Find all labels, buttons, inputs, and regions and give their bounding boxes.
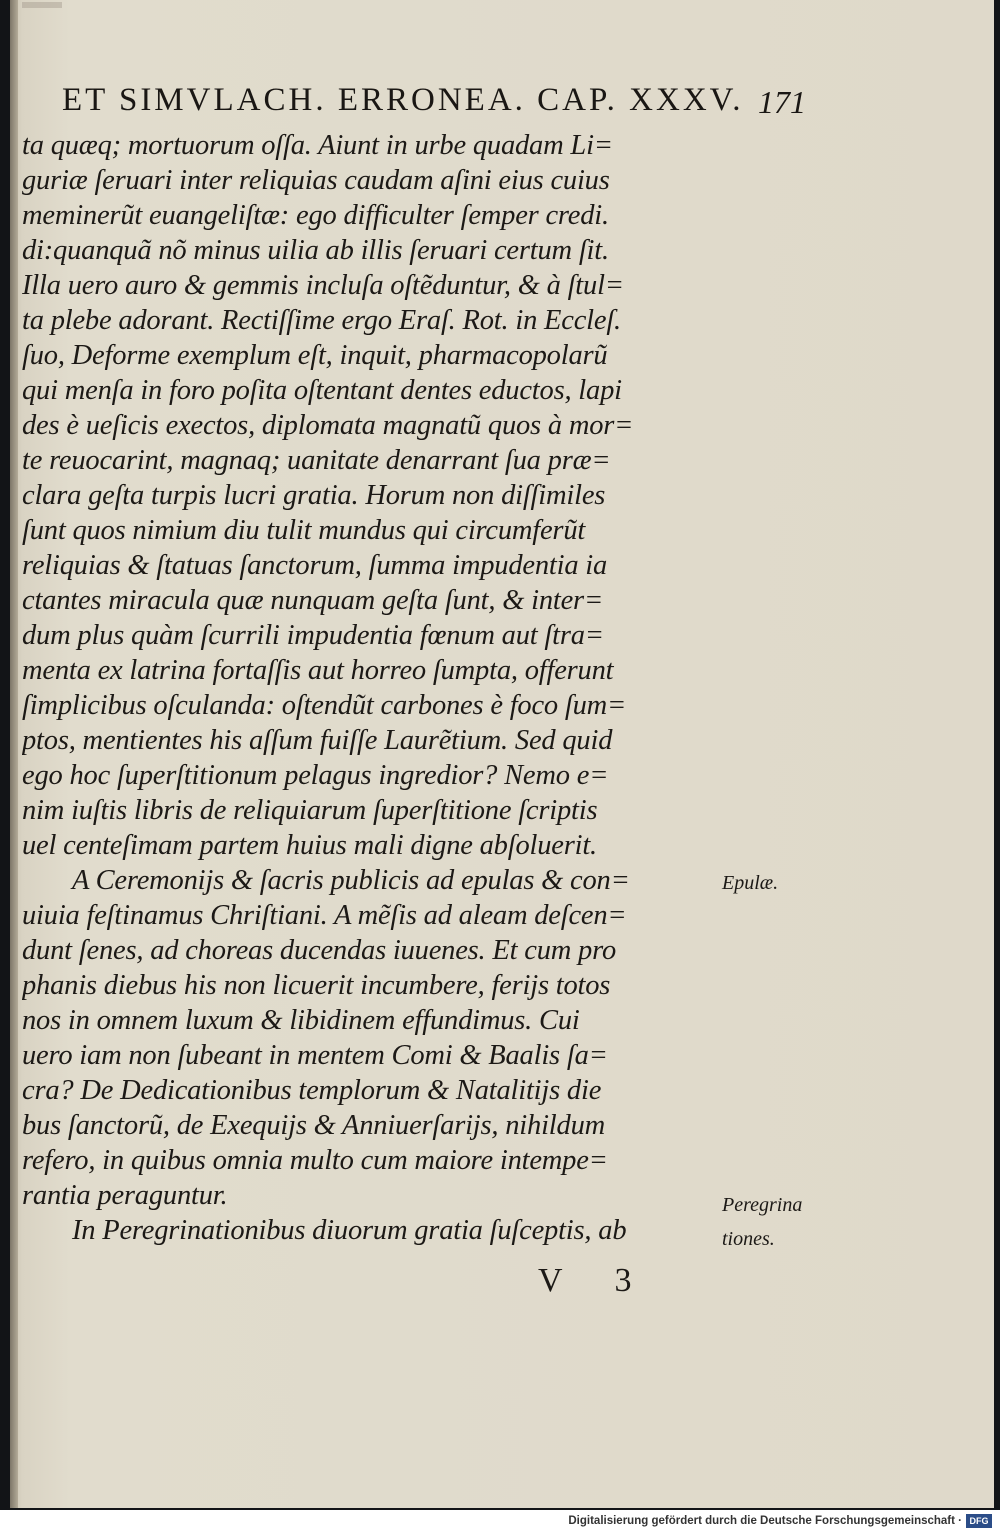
funding-note: Digitalisierung gefördert durch die Deutsche Forschungsgemeinschaft · <box>568 1515 962 1527</box>
marginal-note-peregrina: Peregrina <box>722 1194 803 1216</box>
text-line: clara geſta turpis lucri gratia. Horum non diſſimiles <box>22 480 606 511</box>
text-line: rantia peraguntur. <box>22 1180 228 1211</box>
text-line: A Ceremonijs & ſacris publicis ad epulas & con= <box>72 865 630 896</box>
text-line: des è ueſicis exectos, diplomata magnatũ quos à mor= <box>22 410 634 441</box>
page-gutter-edge <box>10 0 18 1508</box>
signature-mark: V 3 <box>538 1262 654 1299</box>
running-head: ET SIMVLACH. ERRONEA. CAP. XXXV. <box>62 82 744 118</box>
text-line: menta ex latrina fortaſſis aut horreo ſumpta, offerunt <box>22 655 614 686</box>
folio-number: 171 <box>758 84 806 120</box>
text-line: uel centeſimam partem huius mali digne abſoluerit. <box>22 830 597 861</box>
marginal-note-tiones: tiones. <box>722 1228 775 1250</box>
text-line: guriæ ſeruari inter reliquias caudam aſini eius cuius <box>22 165 610 196</box>
text-line: ta plebe adorant. Rectiſſime ergo Eraſ. Rot. in Eccleſ. <box>22 305 621 336</box>
text-block <box>22 128 722 1248</box>
text-line: phanis diebus his non licuerit incumbere, ferijs totos <box>22 970 611 1001</box>
text-line: ptos, mentientes his aſſum fuiſſe Laurẽtium. Sed quid <box>22 725 613 756</box>
text-line: te reuocarint, magnaq; uanitate denarrant ſua præ= <box>22 445 611 476</box>
text-line: ctantes miracula quæ nunquam geſta ſunt, & inter= <box>22 585 603 616</box>
text-line: bus ſanctorũ, de Exequijs & Anniuerſarijs, nihildum <box>22 1110 605 1141</box>
text-line: nos in omnem luxum & libidinem effundimus. Cui <box>22 1005 580 1036</box>
text-line: uero iam non ſubeant in mentem Comi & Baalis ſa= <box>22 1040 608 1071</box>
scan-corner-mark <box>22 2 62 8</box>
text-line: ta quæq; mortuorum oſſa. Aiunt in urbe quadam Li= <box>22 130 613 161</box>
text-line: Illa uero auro & gemmis incluſa oſtẽduntur, & à ſtul= <box>22 270 624 301</box>
text-line: meminerũt euangeliſtæ: ego difficulter ſemper credi. <box>22 200 609 231</box>
text-line: ſimplicibus oſculanda: oſtendũt carbones è foco ſum= <box>22 690 627 721</box>
text-line: uiuia feſtinamus Chriſtiani. A mẽſis ad aleam deſcen= <box>22 900 627 931</box>
dfg-logo: DFG <box>966 1514 992 1528</box>
text-line: nim iuſtis libris de reliquiarum ſuperſtitione ſcriptis <box>22 795 598 826</box>
text-line: cra? De Dedicationibus templorum & Natalitijs die <box>22 1075 602 1106</box>
text-line: reliquias & ſtatuas ſanctorum, ſumma impudentia ia <box>22 550 608 581</box>
text-line: ſunt quos nimium diu tulit mundus qui circumferũt <box>22 515 586 546</box>
text-line: refero, in quibus omnia multo cum maiore intempe= <box>22 1145 608 1176</box>
text-line: qui menſa in foro poſita oſtentant dentes eductos, lapi <box>22 375 622 406</box>
text-line: dunt ſenes, ad choreas ducendas iuuenes. Et cum pro <box>22 935 616 966</box>
text-line: di:quanquã nõ minus uilia ab illis ſeruari certum ſit. <box>22 235 609 266</box>
marginal-note-epulae: Epulæ. <box>722 872 779 894</box>
text-line: In Peregrinationibus diuorum gratia ſuſceptis, ab <box>72 1215 627 1246</box>
text-line: ſuo, Deforme exemplum eſt, inquit, pharmacopolarũ <box>22 340 608 371</box>
text-line: dum plus quàm ſcurrili impudentia fœnum aut ſtra= <box>22 620 604 651</box>
text-line: ego hoc ſuperſtitionum pelagus ingredior? Nemo e= <box>22 760 609 791</box>
